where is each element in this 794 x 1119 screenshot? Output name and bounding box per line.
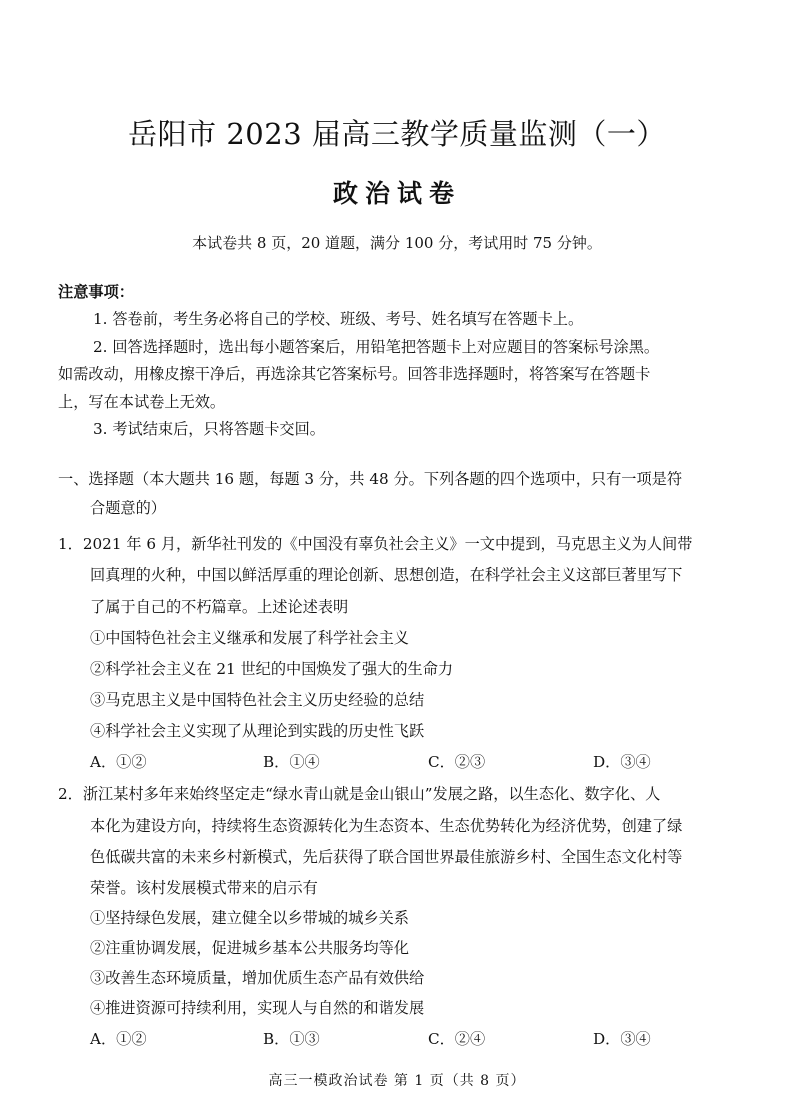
question-item: ①中国特色社会主义继承和发展了科学社会主义 (90, 629, 409, 647)
option-b: B．①③ (263, 1030, 320, 1048)
question-stem: 了属于自己的不朽篇章。上述论述表明 (90, 598, 349, 616)
question-item: ③马克思主义是中国特色社会主义历史经验的总结 (90, 691, 425, 709)
notes-heading: 注意事项： (58, 283, 134, 301)
option-a: A．①② (90, 753, 147, 771)
option-b: B．①④ (263, 753, 320, 771)
question-stem: 回真理的火种，中国以鲜活厚重的理论创新、思想创造，在科学社会主义这部巨著里写下 (90, 566, 683, 584)
question-stem: 色低碳共富的未来乡村新模式，先后获得了联合国世界最佳旅游乡村、全国生态文化村等 (90, 848, 683, 866)
option-d: D．③④ (593, 1030, 651, 1048)
question-stem: 本化为建设方向，持续将生态资源转化为生态资本、生态优势转化为经济优势，创建了绿 (90, 817, 683, 835)
option-c: C．②③ (428, 753, 486, 771)
note-line: 1. 答卷前，考生务必将自己的学校、班级、考号、姓名填写在答题卡上。 (93, 310, 584, 328)
note-line: 如需改动，用橡皮擦干净后，再选涂其它答案标号。回答非选择题时，将答案写在答题卡 (58, 365, 651, 383)
page-footer: 高三一模政治试卷 第 1 页（共 8 页） (268, 1073, 526, 1089)
question-item: ④推进资源可持续利用，实现人与自然的和谐发展 (90, 999, 425, 1017)
option-a: A．①② (90, 1030, 147, 1048)
option-c: C．②④ (428, 1030, 486, 1048)
section-header-cont: 合题意的） (90, 499, 166, 517)
note-line: 2. 回答选择题时，选出每小题答案后，用铅笔把答题卡上对应题目的答案标号涂黑。 (93, 338, 660, 356)
question-item: ②注重协调发展，促进城乡基本公共服务均等化 (90, 939, 409, 957)
note-line: 3. 考试结束后，只将答题卡交回。 (93, 420, 325, 438)
question-stem: 2．浙江某村多年来始终坚定走“绿水青山就是金山银山”发展之路，以生态化、数字化、人 (58, 785, 661, 803)
exam-info: 本试卷共 8 页，20 道题，满分 100 分，考试用时 75 分钟。 (192, 234, 602, 252)
question-item: ①坚持绿色发展，建立健全以乡带城的城乡关系 (90, 909, 409, 927)
subject-title: 政治试卷 (332, 179, 461, 208)
section-header: 一、选择题（本大题共 16 题，每题 3 分，共 48 分。下列各题的四个选项中，只有一项是符 (58, 470, 683, 488)
note-line: 上，写在本试卷上无效。 (58, 393, 226, 411)
exam-title: 岳阳市 2023 届高三教学质量监测（一） (128, 117, 666, 151)
question-stem: 荣誉。该村发展模式带来的启示有 (90, 879, 318, 897)
question-item: ②科学社会主义在 21 世纪的中国焕发了强大的生命力 (90, 660, 454, 678)
question-stem: 1．2021 年 6 月，新华社刊发的《中国没有辜负社会主义》一文中提到，马克思主义为人间带 (58, 535, 693, 553)
option-d: D．③④ (593, 753, 651, 771)
question-item: ③改善生态环境质量，增加优质生态产品有效供给 (90, 969, 425, 987)
question-item: ④科学社会主义实现了从理论到实践的历史性飞跃 (90, 722, 425, 740)
